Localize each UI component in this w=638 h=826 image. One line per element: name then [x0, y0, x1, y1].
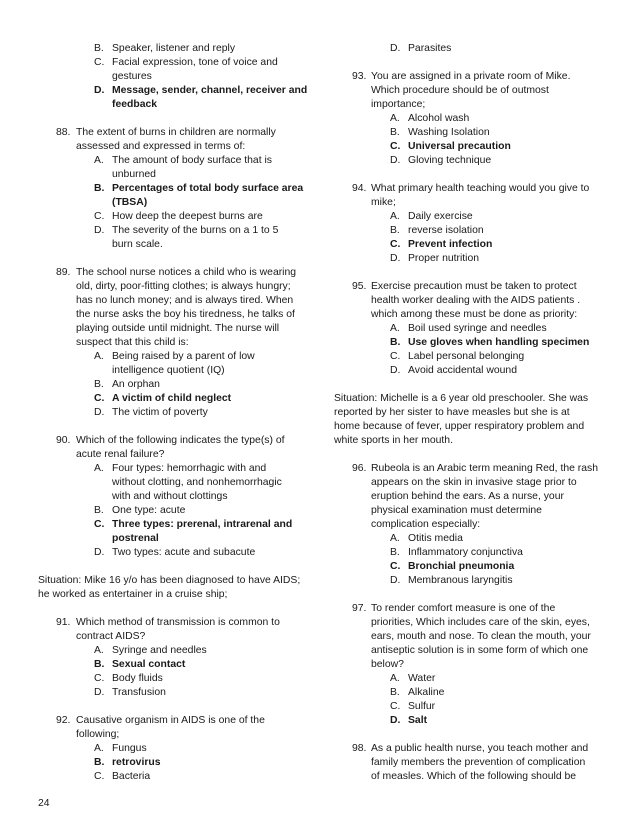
q94-d-text: Proper nutrition — [408, 253, 480, 264]
q90-a-2-text: without clotting, and nonhemorrhagic — [112, 477, 282, 488]
q95-c-marker: C. — [390, 351, 401, 362]
q95-2-text: health worker dealing with the AIDS patients . — [371, 295, 581, 306]
q89-b-text: An orphan — [112, 379, 160, 390]
q92-c-marker: C. — [94, 771, 105, 782]
q90-d-text: Two types: acute and subacute — [112, 547, 256, 558]
q90-marker: 90. — [56, 435, 71, 446]
q92-marker: 92. — [56, 715, 71, 726]
q89-a-marker: A. — [94, 351, 104, 362]
q89-marker: 89. — [56, 267, 71, 278]
q97-d-marker: D. — [390, 715, 401, 726]
q94-a-marker: A. — [390, 211, 400, 222]
q95-text: Exercise precaution must be taken to protect — [371, 281, 577, 292]
q93-c-marker: C. — [390, 141, 401, 152]
q90-b-marker: B. — [94, 505, 104, 516]
sit-mike-text: Situation: Mike 16 y/o has been diagnosed to have AIDS; — [38, 575, 301, 586]
q98-2-text: family members the prevention of complication — [371, 757, 586, 768]
q96-a-text: Otitis media — [408, 533, 463, 544]
q94-marker: 94. — [352, 183, 367, 194]
q88-d-2-text: burn scale. — [112, 239, 163, 250]
q97-marker: 97. — [352, 603, 367, 614]
q96-d-text: Membranous laryngitis — [408, 575, 513, 586]
q90-b-text: One type: acute — [112, 505, 186, 516]
q90-2-text: acute renal failure? — [76, 449, 165, 460]
q96-5-text: complication especially: — [371, 519, 481, 530]
q95-c-text: Label personal belonging — [408, 351, 525, 362]
q95-b-text: Use gloves when handling specimen — [408, 337, 590, 348]
q89-a-text: Being raised by a parent of low — [112, 351, 255, 362]
q87-d-2-text: feedback — [112, 99, 158, 110]
q89-4-text: the nurse asks the boy his tiredness, he talks of — [76, 309, 295, 320]
q90-a-marker: A. — [94, 463, 104, 474]
q89-d-marker: D. — [94, 407, 105, 418]
q94-c-text: Prevent infection — [408, 239, 493, 250]
q89-6-text: suspect that this child is: — [76, 337, 189, 348]
q98-text: As a public health nurse, you teach mother and — [371, 743, 589, 754]
q94-text: What primary health teaching would you give to — [371, 183, 590, 194]
q94-a-text: Daily exercise — [408, 211, 473, 222]
q98-marker: 98. — [352, 743, 367, 754]
q91-b-marker: B. — [94, 659, 105, 670]
q91-marker: 91. — [56, 617, 71, 628]
q90-a-3-text: with and without clottings — [112, 491, 228, 502]
q96-b-text: Inflammatory conjunctiva — [408, 547, 523, 558]
q91-2-text: contract AIDS? — [76, 631, 146, 642]
q88-c-marker: C. — [94, 211, 105, 222]
q92-c-text: Bacteria — [112, 771, 151, 782]
q88-d-marker: D. — [94, 225, 105, 236]
q97-c-marker: C. — [390, 701, 401, 712]
q93-b-marker: B. — [390, 127, 400, 138]
q97-a-marker: A. — [390, 673, 400, 684]
q95-d-marker: D. — [390, 365, 401, 376]
sit-mike-2-text: he worked as entertainer in a cruise ship; — [38, 589, 228, 600]
q93-text: You are assigned in a private room of Mike. — [371, 71, 571, 82]
q88-d-text: The severity of the burns on a 1 to 5 — [112, 225, 279, 236]
q96-marker: 96. — [352, 463, 367, 474]
q89-a-2-text: intelligence quotient (IQ) — [112, 365, 225, 376]
q87-c-marker: C. — [94, 57, 105, 68]
q88-a-marker: A. — [94, 155, 104, 166]
q92-2-text: following; — [76, 729, 120, 740]
q97-a-text: Water — [408, 673, 436, 684]
q89-3-text: has no lunch money; and is always tired. When — [76, 295, 294, 306]
q95-d-text: Avoid accidental wound — [408, 365, 517, 376]
q91-b-text: Sexual contact — [112, 659, 186, 670]
q93-3-text: importance; — [371, 99, 426, 110]
q96-c-text: Bronchial pneumonia — [408, 561, 515, 572]
q96-2-text: appears on the skin in invasive stage prior to — [371, 477, 577, 488]
q93-d-marker: D. — [390, 155, 401, 166]
q92-a-text: Fungus — [112, 743, 147, 754]
q91-c-marker: C. — [94, 673, 105, 684]
q92-d-text: Parasites — [408, 43, 452, 54]
q91-a-text: Syringe and needles — [112, 645, 207, 656]
q88-a-text: The amount of body surface that is — [112, 155, 272, 166]
q89-c-marker: C. — [94, 393, 105, 404]
q92-d-marker: D. — [390, 43, 401, 54]
q89-c-text: A victim of child neglect — [112, 393, 232, 404]
q96-text: Rubeola is an Arabic term meaning Red, the rash — [371, 463, 598, 474]
q87-c-text: Facial expression, tone of voice and — [112, 57, 278, 68]
q93-a-text: Alcohol wash — [408, 113, 470, 124]
q90-a-text: Four types: hemorrhagic with and — [112, 463, 267, 474]
q89-d-text: The victim of poverty — [112, 407, 208, 418]
q95-b-marker: B. — [390, 337, 401, 348]
q88-b-text: Percentages of total body surface area — [112, 183, 304, 194]
q90-text: Which of the following indicates the type(s) of — [76, 435, 285, 446]
q88-marker: 88. — [56, 127, 71, 138]
q97-d-text: Salt — [408, 715, 428, 726]
sit-michelle-3-text: home because of fever, upper respiratory problem and — [334, 421, 585, 432]
q87-d-text: Message, sender, channel, receiver and — [112, 85, 308, 96]
q95-a-text: Boil used syringe and needles — [408, 323, 547, 334]
q94-b-marker: B. — [390, 225, 400, 236]
q97-b-text: Alkaline — [408, 687, 445, 698]
q97-b-marker: B. — [390, 687, 400, 698]
q88-b-marker: B. — [94, 183, 105, 194]
q89-b-marker: B. — [94, 379, 104, 390]
q96-d-marker: D. — [390, 575, 401, 586]
q92-b-marker: B. — [94, 757, 105, 768]
q91-a-marker: A. — [94, 645, 104, 656]
q87-b-marker: B. — [94, 43, 104, 54]
q91-text: Which method of transmission is common to — [76, 617, 280, 628]
q88-a-2-text: unburned — [112, 169, 156, 180]
q93-b-text: Washing Isolation — [408, 127, 490, 138]
q97-5-text: below? — [371, 659, 404, 670]
sit-michelle-4-text: white sports in her mouth. — [334, 435, 453, 446]
q93-marker: 93. — [352, 71, 367, 82]
q96-3-text: eruption behind the ears. As a nurse, your — [371, 491, 564, 502]
sit-michelle-2-text: reported by her sister to have measles but she is at — [334, 407, 570, 418]
q94-b-text: reverse isolation — [408, 225, 484, 236]
q91-d-text: Transfusion — [112, 687, 166, 698]
q96-b-marker: B. — [390, 547, 400, 558]
q97-c-text: Sulfur — [408, 701, 436, 712]
q93-d-text: Gloving technique — [408, 155, 492, 166]
q95-a-marker: A. — [390, 323, 400, 334]
q89-2-text: old, dirty, poor-fitting clothes; is always hungry; — [76, 281, 291, 292]
q88-text: The extent of burns in children are normally — [76, 127, 276, 138]
q92-a-marker: A. — [94, 743, 104, 754]
q88-b-2-text: (TBSA) — [112, 197, 148, 208]
q89-5-text: playing outside until midnight. The nurse will — [76, 323, 280, 334]
q93-a-marker: A. — [390, 113, 400, 124]
q97-3-text: ears, mouth and nose. To clean the mouth, your — [371, 631, 591, 642]
q96-a-marker: A. — [390, 533, 400, 544]
q87-b-text: Speaker, listener and reply — [112, 43, 236, 54]
q90-c-text: Three types: prerenal, intrarenal and — [112, 519, 293, 530]
q90-c-marker: C. — [94, 519, 105, 530]
q93-c-text: Universal precaution — [408, 141, 511, 152]
q95-marker: 95. — [352, 281, 367, 292]
q89-text: The school nurse notices a child who is wearing — [76, 267, 297, 278]
q98-3-text: of measles. Which of the following should be — [371, 771, 577, 782]
q92-b-text: retrovirus — [112, 757, 161, 768]
q92-text: Causative organism in AIDS is one of the — [76, 715, 265, 726]
q88-2-text: assessed and expressed in terms of: — [76, 141, 246, 152]
page-number: 24 — [38, 798, 50, 809]
q95-3-text: which among these must be done as priority: — [371, 309, 578, 320]
q93-2-text: Which procedure should be of outmost — [371, 85, 549, 96]
q91-c-text: Body fluids — [112, 673, 163, 684]
q90-d-marker: D. — [94, 547, 105, 558]
q94-2-text: mike; — [371, 197, 396, 208]
q97-2-text: priorities, Which includes care of the skin, eyes, — [371, 617, 590, 628]
q96-c-marker: C. — [390, 561, 401, 572]
q94-d-marker: D. — [390, 253, 401, 264]
q90-c-2-text: postrenal — [112, 533, 159, 544]
q88-c-text: How deep the deepest burns are — [112, 211, 263, 222]
q91-d-marker: D. — [94, 687, 105, 698]
sit-michelle-text: Situation: Michelle is a 6 year old preschooler. She was — [334, 393, 589, 404]
q87-c-2-text: gestures — [112, 71, 152, 82]
q87-d-marker: D. — [94, 85, 105, 96]
q96-4-text: physical examination must determine — [371, 505, 542, 516]
q97-4-text: antiseptic solution is in some form of which one — [371, 645, 589, 656]
q94-c-marker: C. — [390, 239, 401, 250]
q97-text: To render comfort measure is one of the — [371, 603, 556, 614]
